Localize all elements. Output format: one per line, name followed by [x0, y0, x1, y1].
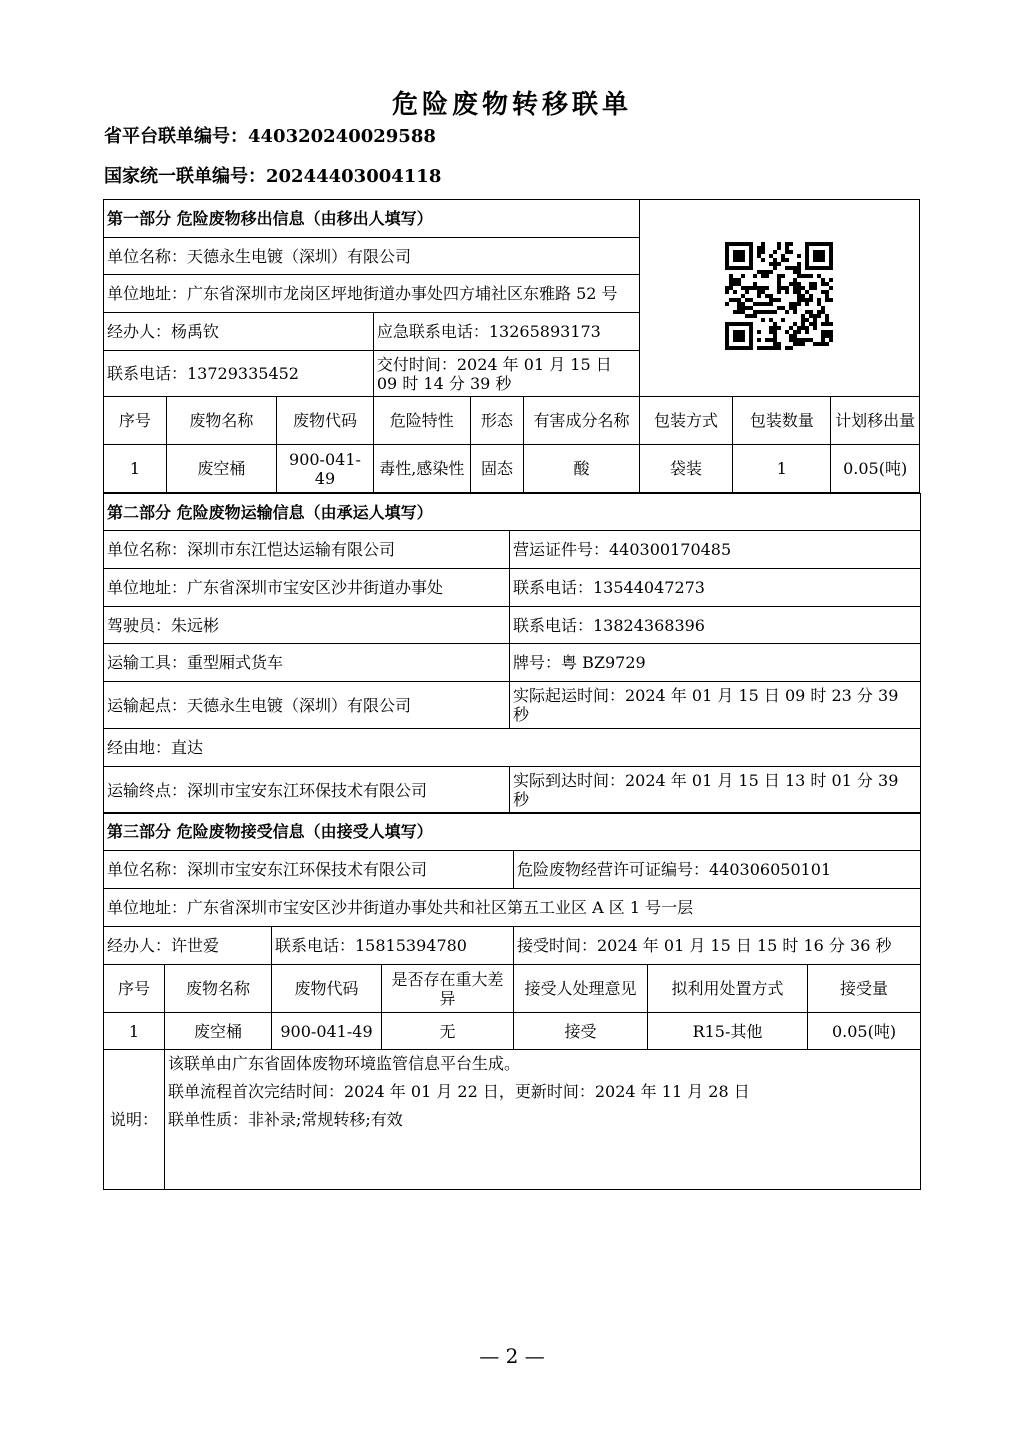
- part1-handler: 经办人：杨禹钦: [104, 313, 374, 351]
- col-header: 废物名称: [165, 965, 272, 1013]
- col-header: 废物名称: [166, 397, 276, 445]
- col-header: 拟利用处置方式: [648, 965, 808, 1013]
- col-header: 形态: [470, 397, 524, 445]
- part2-arrive-time: 实际到达时间：2024 年 01 月 15 日 13 时 01 分 39 秒: [510, 767, 921, 814]
- part3-phone: 联系电话：15815394780: [272, 927, 514, 965]
- note-line: 联单流程首次完结时间：2024 年 01 月 22 日，更新时间：2024 年 11 月 28 日: [168, 1082, 750, 1101]
- part1-unit-address: 单位地址：广东省深圳市龙岗区坪地街道办事处四方埔社区东雅路 52 号: [104, 275, 640, 313]
- cell: 1: [104, 445, 167, 493]
- part2-heading: 第二部分 危险废物运输信息（由承运人填写）: [104, 494, 921, 531]
- part1-unit-name: 单位名称：天德永生电镀（深圳）有限公司: [104, 238, 640, 275]
- part3-heading: 第三部分 危险废物接受信息（由接受人填写）: [104, 813, 921, 851]
- cell: 毒性,感染性: [373, 445, 470, 493]
- cell: 无: [382, 1013, 514, 1050]
- cell: 1: [104, 1013, 165, 1050]
- part2-phone2: 联系电话：13824368396: [510, 607, 921, 644]
- page-title: 危险废物转移联单: [391, 90, 632, 120]
- cell: 酸: [524, 445, 639, 493]
- part2-phone1: 联系电话：13544047273: [510, 569, 921, 607]
- cell: 固态: [470, 445, 524, 493]
- col-header: 废物代码: [272, 965, 382, 1013]
- part2-driver: 驾驶员：朱远彬: [104, 607, 510, 644]
- cell: 900-041-49: [272, 1013, 382, 1050]
- col-header: 接受量: [808, 965, 921, 1013]
- part2-origin: 运输起点：天德永生电镀（深圳）有限公司: [104, 682, 510, 729]
- cell: 0.05(吨): [831, 445, 920, 493]
- col-header: 包装数量: [733, 397, 831, 445]
- part1-phone: 联系电话：13729335452: [104, 351, 374, 397]
- part1-emergency-phone: 应急联系电话：13265893173: [373, 313, 639, 351]
- cell: 废空桶: [165, 1013, 272, 1050]
- cell: 袋装: [639, 445, 733, 493]
- part3-unit-name: 单位名称：深圳市宝安东江环保技术有限公司: [104, 851, 514, 889]
- col-header: 废物代码: [277, 397, 374, 445]
- national-number: 国家统一联单编号：20244403004118: [104, 166, 442, 187]
- provincial-number: 省平台联单编号：440320240029588: [104, 126, 436, 147]
- notes-label: 说明：: [104, 1050, 165, 1190]
- col-header: 有害成分名称: [524, 397, 639, 445]
- col-header: 计划移出量: [831, 397, 920, 445]
- part2-unit-address: 单位地址：广东省深圳市宝安区沙井街道办事处: [104, 569, 510, 607]
- cell: 废空桶: [166, 445, 276, 493]
- part2-table: [103, 493, 921, 814]
- part3-permit: 危险废物经营许可证编号：440306050101: [514, 851, 921, 889]
- cell: R15-其他: [648, 1013, 808, 1050]
- col-header: 危险特性: [373, 397, 470, 445]
- part3-table: [103, 812, 921, 1190]
- table-row: [104, 1013, 921, 1050]
- note-line: 该联单由广东省固体废物环境监管信息平台生成。: [168, 1054, 521, 1073]
- cell: 900-041-49: [277, 445, 374, 493]
- table-row: [104, 445, 920, 493]
- part3-handler: 经办人：许世爱: [104, 927, 272, 965]
- notes-content: [165, 1050, 921, 1190]
- part1-table: [103, 199, 920, 493]
- part2-via: 经由地：直达: [104, 729, 921, 767]
- qr-code-icon: [639, 200, 919, 397]
- part2-license: 营运证件号：440300170485: [510, 531, 921, 569]
- part3-receive-time: 接受时间：2024 年 01 月 15 日 15 时 16 分 36 秒: [514, 927, 921, 965]
- part2-destination: 运输终点：深圳市宝安东江环保技术有限公司: [104, 767, 510, 814]
- part2-plate: 牌号：粤 BZ9729: [510, 644, 921, 682]
- col-header: 包装方式: [639, 397, 733, 445]
- note-line: 联单性质：非补录;常规转移;有效: [168, 1110, 403, 1129]
- page-number: — 2 —: [479, 1344, 545, 1368]
- cell: 接受: [514, 1013, 648, 1050]
- part1-delivery-time: 交付时间：2024 年 01 月 15 日 09 时 14 分 39 秒: [373, 351, 639, 397]
- part2-unit-name: 单位名称：深圳市东江恺达运输有限公司: [104, 531, 510, 569]
- part2-vehicle: 运输工具：重型厢式货车: [104, 644, 510, 682]
- part3-unit-address: 单位地址：广东省深圳市宝安区沙井街道办事处共和社区第五工业区 A 区 1 号一层: [104, 889, 921, 927]
- part1-heading: 第一部分 危险废物移出信息（由移出人填写）: [104, 200, 640, 238]
- col-header: 是否存在重大差异: [382, 965, 514, 1013]
- col-header: 序号: [104, 965, 165, 1013]
- part2-depart-time: 实际起运时间：2024 年 01 月 15 日 09 时 23 分 39 秒: [510, 682, 921, 729]
- col-header: 接受人处理意见: [514, 965, 648, 1013]
- cell: 0.05(吨): [808, 1013, 921, 1050]
- cell: 1: [733, 445, 831, 493]
- col-header: 序号: [104, 397, 167, 445]
